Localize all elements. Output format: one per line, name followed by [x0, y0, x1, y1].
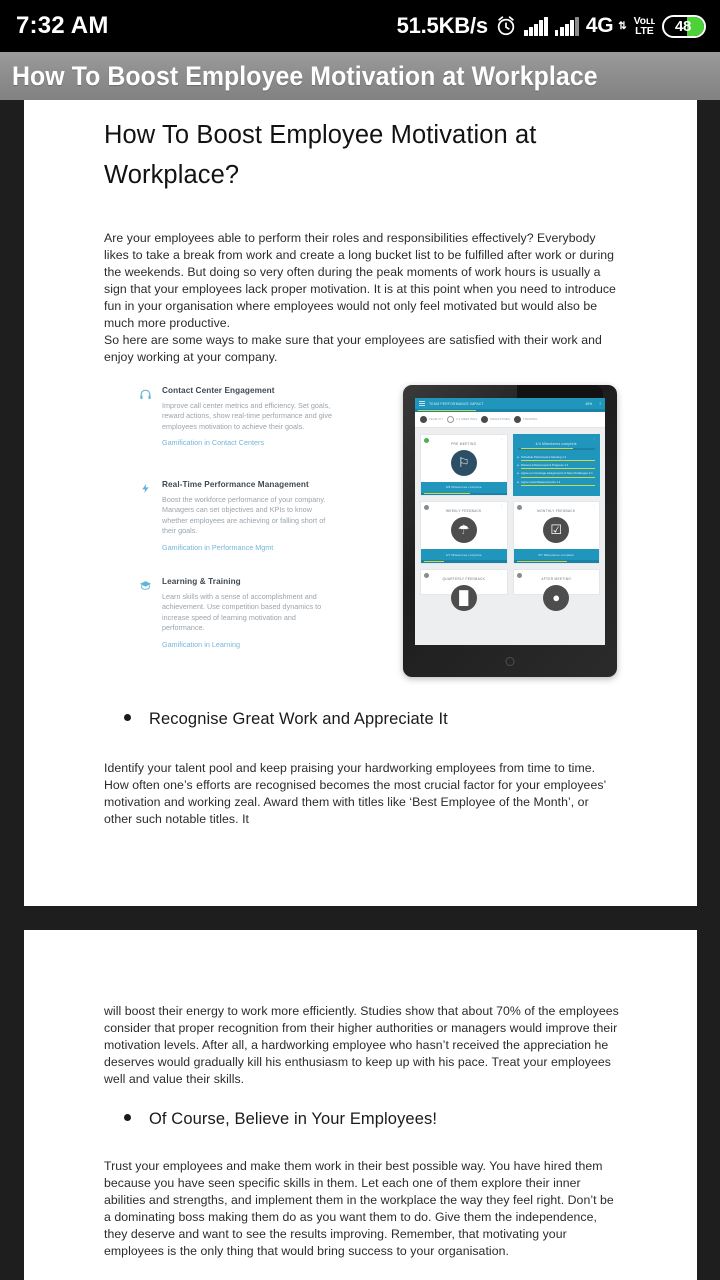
nav-label: TEAM KIT [429, 417, 444, 421]
status-dot [424, 573, 429, 578]
bullet-heading-text: Of Course, Believe in Your Employees! [149, 1110, 438, 1128]
feature-description: Improve call center metrics and efficiency. Set goals, reward actions, show real-time performance and give employees motivation to achieve their goals. [162, 401, 333, 431]
tablet-screen [415, 398, 605, 645]
volte-top-label: Voʟʟ [633, 15, 655, 27]
bullet-dot-icon [124, 714, 131, 721]
status-bar [0, 0, 720, 52]
network-speed-label: 51.5KB/s [396, 13, 488, 38]
chart-icon: █ [451, 585, 477, 611]
help-icon[interactable]: ? [599, 401, 601, 406]
more-options-icon[interactable]: ⋮ [499, 436, 504, 442]
tablet-mockup-image [403, 385, 617, 677]
signal-bars-icon [555, 16, 579, 36]
feature-title: Real-Time Performance Management [162, 480, 309, 489]
dashboard-card[interactable] [420, 569, 508, 605]
dashboard-nav [415, 412, 605, 428]
paragraph-4: will boost their energy to work more efficiently. Studies show that about 70% of the employees consider that proper recognition from their higher authorities or managers would improve their motivation levels. After all, a hardworking employee who hasn’t received the appreciation he deserves would gradually kill his enthusiasm to keep up with his pace. Treat your employees well and value their skills. [104, 1004, 619, 1087]
paragraph-1: Are your employees able to perform their roles and responsibilities effectively? Everybody likes to take a break from work and create a long bucket list to be fulfilled after work or during the weekends. But doing so very often during the peak moments of work hours is usually a sign that your employees lack proper motivation. It is at this point when you need to introduce fun in your organisation where employees would not only feel motivated but would also be much more productive. [104, 231, 616, 331]
checklist-icon: ☑ [543, 517, 569, 543]
dashboard-card-grid [415, 428, 605, 605]
dashboard-card[interactable] [420, 501, 508, 564]
nav-item-milestones[interactable] [481, 416, 510, 423]
more-options-icon[interactable]: ⋮ [592, 436, 596, 442]
card-progress-bar [518, 448, 596, 451]
checklist-item: ▸ Schedule Performance Meeting 1:1 [514, 453, 600, 461]
status-dot [424, 438, 429, 443]
nav-label: 1:1 MEETINGS [456, 417, 478, 421]
dashboard-top-bar [415, 398, 605, 409]
card-progress-bar [421, 493, 507, 496]
hamburger-menu-icon[interactable] [419, 401, 425, 406]
nav-label: TRAINING [522, 417, 538, 421]
nav-label: MILESTONES [490, 417, 510, 421]
feature-contact-center [137, 385, 337, 448]
dashboard-card[interactable] [513, 501, 601, 564]
volte-icon [634, 16, 655, 36]
nav-item-team-kit[interactable] [420, 416, 443, 423]
volte-bottom-label: LTE [635, 25, 654, 37]
app-header-title: How To Boost Employee Motivation at Workplace [12, 60, 598, 91]
feature-link[interactable]: Gamification in Performance Mgmt [162, 542, 274, 552]
alarm-clock-icon [495, 15, 517, 37]
feature-description: Boost the workforce performance of your company. Managers can set objectives and KPIs to know whether employees are achieving or falling short of their goals. [162, 495, 326, 536]
feature-description: Learn skills with a sense of accomplishment and achievement. Use competition based dynamics to increase speed of learning motivation and performance. [162, 592, 322, 633]
paragraph-2: So here are some ways to make sure that your employees are satisfied with their work and enjoy working at your company. [104, 333, 602, 365]
document-page-1 [24, 100, 697, 906]
status-dot [517, 505, 522, 510]
more-options-icon[interactable]: ⋮ [499, 571, 504, 577]
checklist-item: ▸ Discuss Achievement & Progress 1:1 [514, 461, 600, 469]
card-title: MONTHLY FEEDBACK [537, 509, 576, 513]
data-transfer-icon: ⇅ [618, 20, 627, 32]
cap-icon [514, 416, 521, 423]
feature-learning-training [137, 576, 337, 650]
group-icon [481, 416, 488, 423]
network-type-label: 4G [585, 14, 614, 37]
bullet-dot-icon [124, 1114, 131, 1121]
dashboard-card[interactable] [420, 434, 508, 497]
lightning-bolt-icon [137, 480, 153, 496]
feature-performance-management [137, 479, 337, 553]
card-title: WEEKLY FEEDBACK [445, 509, 482, 513]
card-title: QUARTERLY FEEDBACK [442, 576, 486, 581]
card-title: PRE MEETING [451, 441, 477, 446]
feature-title: Contact Center Engagement [162, 386, 275, 395]
person-icon [447, 416, 454, 423]
more-options-icon[interactable]: ⋮ [592, 504, 596, 509]
tablet-home-button [506, 657, 515, 666]
bullet-heading-2 [124, 1110, 644, 1129]
card-progress-label: 6/7 Milestones complete [514, 549, 600, 560]
page-title: How To Boost Employee Motivation at Workplace? [104, 121, 537, 189]
checklist-item: ▸ Agree Goal Measurements 1:1 [514, 478, 600, 486]
status-dot [424, 505, 429, 510]
checklist-item: ▸ Agree on Coverage Assignments & New Challenges 1:1 [514, 469, 600, 477]
signal-bars-icon [524, 16, 548, 36]
signpost-icon: ⚐ [451, 450, 477, 476]
more-options-icon[interactable]: ⋮ [499, 504, 504, 509]
app-header-bar [0, 52, 720, 100]
status-dot [517, 573, 522, 578]
bullet-heading-text: Recognise Great Work and Appreciate It [149, 710, 448, 728]
graduation-cap-icon [137, 577, 153, 593]
dashboard-progress-bar [415, 409, 605, 412]
nav-item-training[interactable] [514, 416, 538, 423]
status-clock: 7:32 AM [16, 12, 109, 39]
battery-icon [662, 15, 706, 38]
card-progress-bar [421, 560, 507, 563]
car-icon: ● [543, 585, 569, 611]
battery-percent-label: 48 [674, 17, 692, 35]
dashboard-card[interactable] [513, 569, 601, 605]
promo-block [137, 385, 627, 685]
card-progress-bar [514, 560, 600, 563]
cloud-icon [420, 416, 427, 423]
paragraph-5: Trust your employees and make them work in their best possible way. You have hired them because you have seen specific skills in them. Let each one of them explore their inner abilities and strengths, and implement them in the workplace the way they feel right. Don’t be a dominating boss making them do as you want them to do. Give them the independence, they deserve and want to see the results improving. Remember, that motivating your employees is the only thing that would bring success to your organisation. [104, 1159, 614, 1259]
feature-link[interactable]: Gamification in Learning [162, 639, 240, 649]
broadcast-icon: ☂ [451, 517, 477, 543]
document-page-2 [24, 930, 697, 1280]
dashboard-title: TEAM PERFORMANCE IMPACT [429, 401, 484, 406]
headset-icon [137, 386, 153, 402]
nav-item-meetings[interactable] [447, 416, 477, 423]
dashboard-progress-percent: 45% [585, 401, 593, 406]
bullet-heading-1 [124, 710, 644, 729]
card-progress-label: 2/7 Milestones complete [421, 549, 507, 560]
feature-link[interactable]: Gamification in Contact Centers [162, 438, 265, 448]
feature-title: Learning & Training [162, 577, 241, 586]
card-progress-label: 0/8 Milestones complete [421, 482, 507, 493]
dashboard-card-checklist[interactable] [513, 434, 601, 497]
more-options-icon[interactable]: ⋮ [592, 571, 596, 577]
card-title: AFTER MEETING [541, 576, 572, 581]
paragraph-3: Identify your talent pool and keep praising your hardworking employees from time to time. How often one’s efforts are recognised becomes the most crucial factor for your employees’ motivation and working zeal. Award them with titles like ‘Best Employee of the Month’, or other such notable titles. It [104, 761, 606, 827]
card-title: 4/4 Milestones complete [535, 441, 577, 446]
